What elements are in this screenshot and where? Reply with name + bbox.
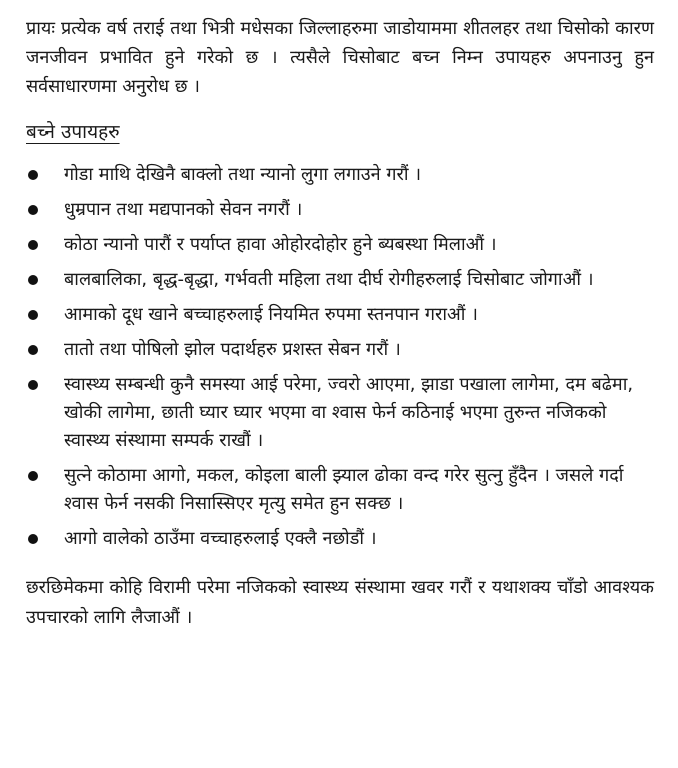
list-item-text: गोडा माथि देखिनै बाक्लो तथा न्यानो लुगा लगाउने गरौं । — [64, 164, 422, 185]
list-item — [26, 525, 654, 553]
bullet-icon — [28, 534, 38, 544]
closing-paragraph: छरछिमेकमा कोहि विरामी परेमा नजिकको स्वास्थ्य संस्थामा खवर गरौं र यथाशक्य चाँडो आवश्यक उपचारको लागि लैजाऔं । — [26, 577, 654, 628]
list-item — [26, 196, 654, 224]
intro-paragraph: प्रायः प्रत्येक वर्ष तराई तथा भित्री मधेसका जिल्लाहरुमा जाडोयाममा शीतलहर तथा चिसोको कारण जनजीवन प्रभावित हुने गरेको छ । त्यसैले चिसोबाट बच्न निम्न उपायहरु अपनाउनु हुन सर्वसाधारणमा अनुरोध छ । — [26, 18, 654, 97]
bullet-icon — [28, 275, 38, 285]
list-item — [26, 266, 654, 294]
list-item-text: धुम्रपान तथा मद्यपानको सेवन नगरौं । — [64, 199, 303, 220]
measures-list — [26, 161, 654, 553]
bullet-icon — [28, 170, 38, 180]
list-item-text: कोठा न्यानो पारौं र पर्याप्त हावा ओहोरदोहोर हुने ब्यबस्था मिलाऔं । — [64, 234, 497, 255]
list-item — [26, 231, 654, 259]
list-item-text: सुत्ने कोठामा आगो, मकल, कोइला बाली झ्याल ढोका वन्द गरेर सुत्नु हुँदैन । जसले गर्दा श्वास फेर्न नसकी निसास्सिएर मृत्यु समेत हुन सक्छ । — [64, 465, 624, 514]
list-item — [26, 301, 654, 329]
list-item — [26, 462, 654, 518]
list-item-text: स्वास्थ्य सम्बन्धी कुनै समस्या आई परेमा, ज्वरो आएमा, झाडा पखाला लागेमा, दम बढेमा, खोकी लागेमा, छाती घ्यार घ्यार भएमा वा श्वास फेर्न कठिनाई भएमा तुरुन्त नजिकको स्वास्थ्य संस्थामा सम्पर्क राखौं । — [64, 374, 634, 451]
bullet-icon — [28, 380, 38, 390]
list-item-text: आगो वालेको ठाउँमा वच्चाहरुलाई एक्लै नछोडौं । — [64, 528, 377, 549]
list-item — [26, 336, 654, 364]
bullet-icon — [28, 240, 38, 250]
list-item-text: तातो तथा पोषिलो झोल पदार्थहरु प्रशस्त सेबन गरौं । — [64, 339, 401, 360]
list-item — [26, 161, 654, 189]
bullet-icon — [28, 471, 38, 481]
list-item — [26, 371, 654, 455]
measures-heading: बच्ने उपायहरु — [26, 121, 120, 143]
bullet-icon — [28, 345, 38, 355]
bullet-icon — [28, 310, 38, 320]
list-item-text: आमाको दूध खाने बच्चाहरुलाई नियमित रुपमा स्तनपान गराऔं । — [64, 304, 478, 325]
list-item-text: बालबालिका, बृद्ध-बृद्धा, गर्भवती महिला तथा दीर्घ रोगीहरुलाई चिसोबाट जोगाऔं । — [64, 269, 594, 290]
bullet-icon — [28, 205, 38, 215]
